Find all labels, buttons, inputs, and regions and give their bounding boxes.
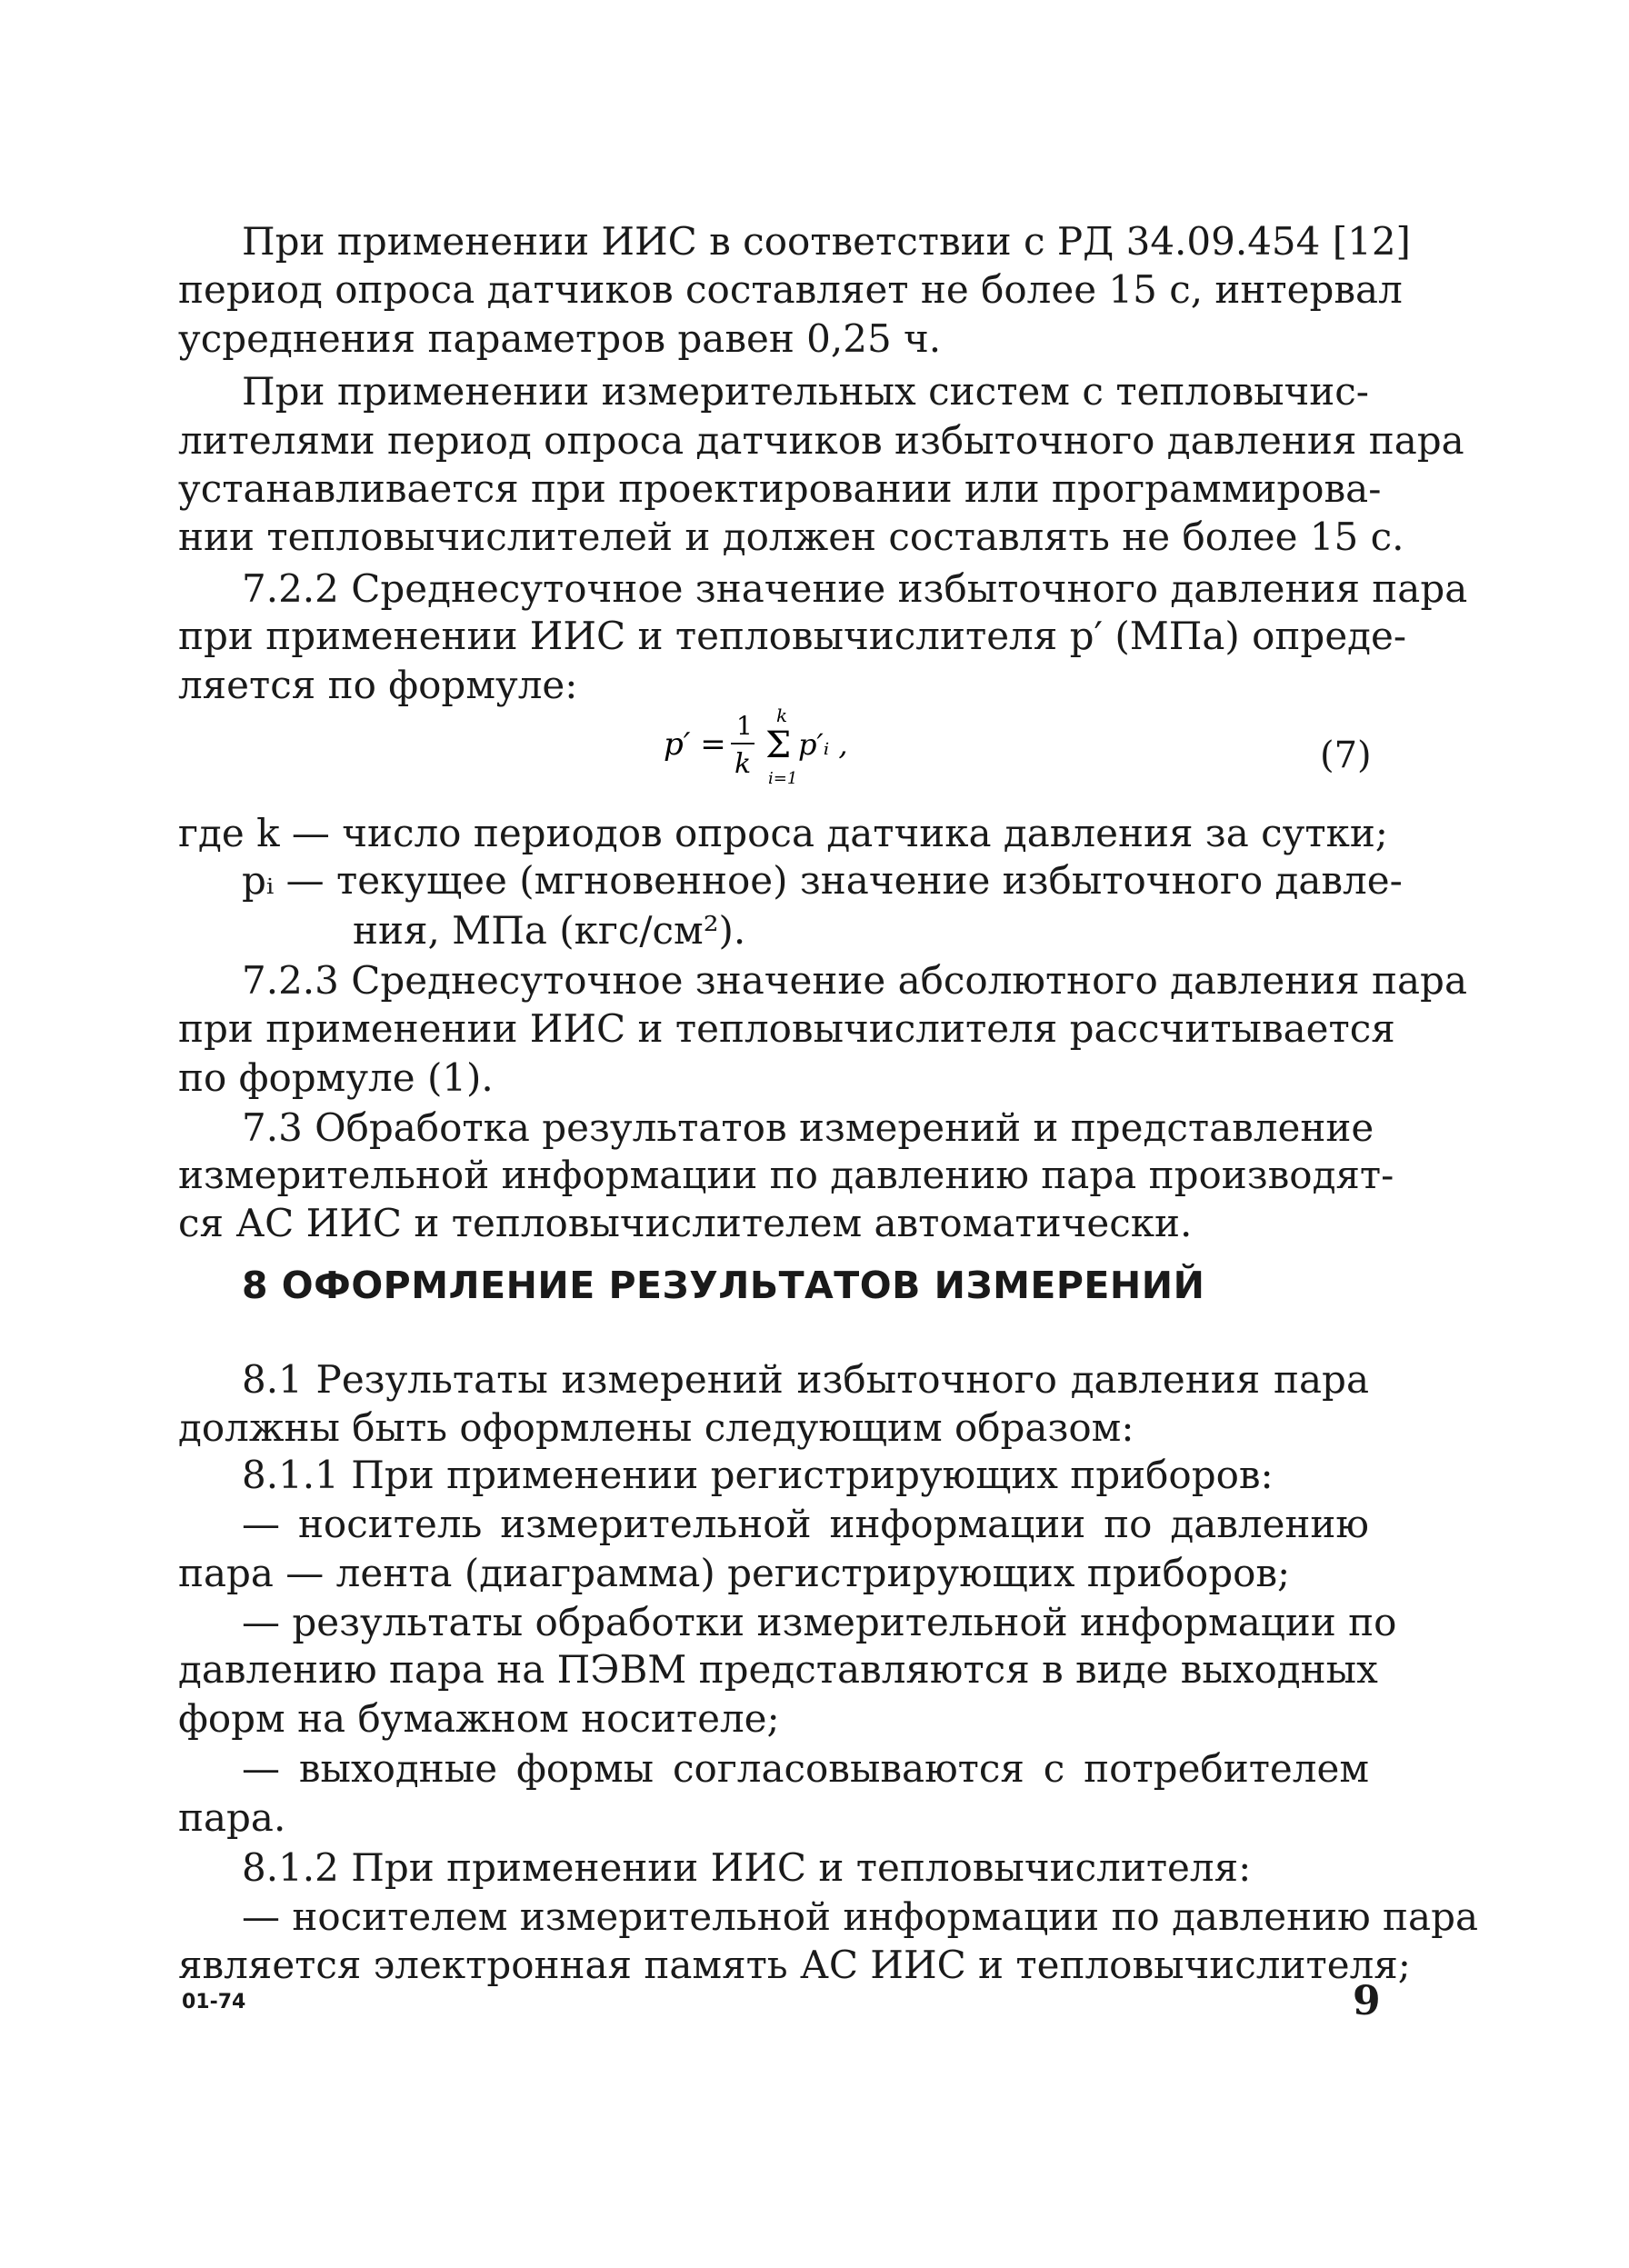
text-line: pᵢ — текущее (мгновенное) значение избыточного давле- bbox=[242, 858, 1403, 903]
text-line: 7.3 Обработка результатов измерений и представление bbox=[242, 1105, 1374, 1150]
text-line: — результаты обработки измерительной информации по bbox=[242, 1600, 1397, 1644]
text-line: ляется по формуле: bbox=[178, 663, 578, 707]
text-line: ся АС ИИС и тепловычислителем автоматически. bbox=[178, 1201, 1193, 1245]
text-line: должны быть оформлены следующим образом: bbox=[178, 1405, 1134, 1450]
formula-7 bbox=[664, 700, 891, 791]
sum-symbol: Σ bbox=[765, 724, 792, 766]
text-line: 7.2.3 Среднесуточное значение абсолютного давления пара bbox=[242, 958, 1467, 1003]
formula-denominator: k bbox=[735, 748, 752, 780]
text-line: 8.1.1 При применении регистрирующих приборов: bbox=[242, 1453, 1274, 1497]
text-line: где k — число периодов опроса датчика давления за сутки; bbox=[178, 811, 1388, 855]
formula-numerator: 1 bbox=[736, 711, 753, 741]
page-number: 9 bbox=[1353, 1978, 1381, 2024]
text-line: пара — лента (диаграмма) регистрирующих приборов; bbox=[178, 1551, 1291, 1595]
section-heading: 8 ОФОРМЛЕНИЕ РЕЗУЛЬТАТОВ ИЗМЕРЕНИЙ bbox=[242, 1264, 1205, 1307]
formula-lhs: p′ = bbox=[664, 726, 726, 763]
text-line: период опроса датчиков составляет не более 15 с, интервал bbox=[178, 267, 1403, 312]
sum-upper: k bbox=[776, 704, 788, 726]
text-line: устанавливается при проектировании или программирова- bbox=[178, 466, 1382, 511]
text-line: лителями период опроса датчиков избыточного давления пара bbox=[178, 418, 1464, 463]
text-line: — носитель измерительной информации по давлению bbox=[242, 1502, 1369, 1546]
text-line: при применении ИИС и тепловычислителя p′ (МПа) опреде- bbox=[178, 614, 1407, 658]
text-line: При применении ИИС в соответствии с РД 34.09.454 [12] bbox=[242, 219, 1411, 264]
footer-code: 01-74 bbox=[182, 1991, 246, 2013]
text-line: — носителем измерительной информации по давлению пара bbox=[242, 1894, 1479, 1939]
text-line: ния, МПа (кгс/см²). bbox=[353, 908, 746, 953]
text-line: пара. bbox=[178, 1795, 286, 1840]
text-line: — выходные формы согласовываются с потребителем bbox=[242, 1746, 1369, 1791]
formula-term: p′ᵢ , bbox=[798, 727, 848, 762]
text-line: измерительной информации по давлению пара производят- bbox=[178, 1153, 1394, 1197]
text-line: 7.2.2 Среднесуточное значение избыточного давления пара bbox=[242, 566, 1468, 611]
text-line: При применении измерительных систем с тепловычис- bbox=[242, 369, 1369, 414]
sum-lower: i=1 bbox=[768, 769, 798, 788]
text-line: форм на бумажном носителе; bbox=[178, 1696, 780, 1741]
text-line: 8.1 Результаты измерений избыточного давления пара bbox=[242, 1357, 1369, 1402]
text-line: при применении ИИС и тепловычислителя рассчитывается bbox=[178, 1006, 1395, 1051]
text-line: 8.1.2 При применении ИИС и тепловычислителя: bbox=[242, 1845, 1252, 1890]
text-line: является электронная память АС ИИС и тепловычислителя; bbox=[178, 1943, 1411, 1987]
text-line: нии тепловычислителей и должен составлять не более 15 с. bbox=[178, 515, 1404, 559]
text-line: по формуле (1). bbox=[178, 1055, 494, 1100]
equation-number: (7) bbox=[1320, 734, 1372, 776]
text-line: давлению пара на ПЭВМ представляются в виде выходных bbox=[178, 1647, 1378, 1692]
text-line: усреднения параметров равен 0,25 ч. bbox=[178, 316, 942, 361]
